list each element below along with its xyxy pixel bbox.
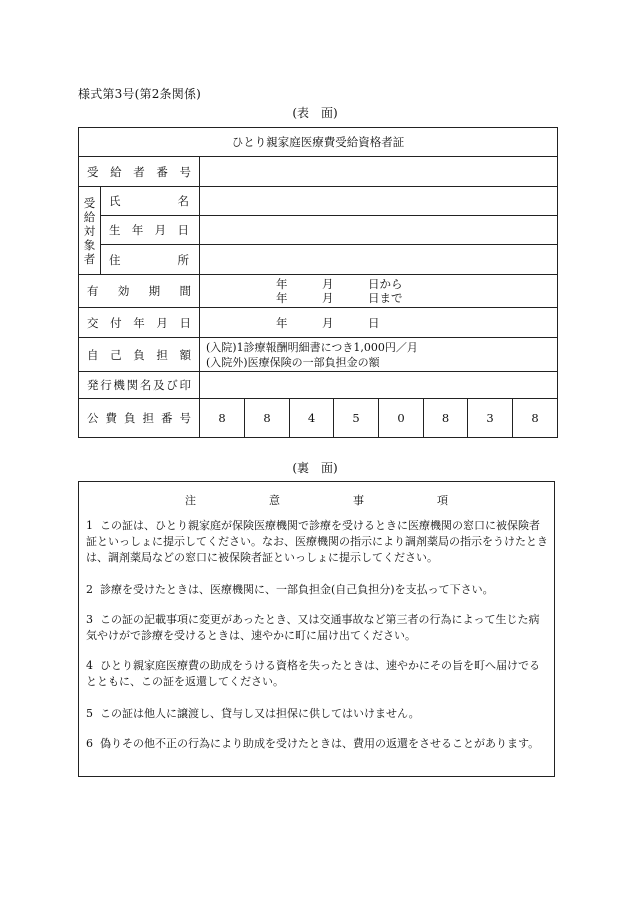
copay-label: 自己負担額: [79, 338, 200, 372]
copay-outpatient: (入院外)医療保険の一部負担金の額: [206, 355, 380, 369]
certificate-table: [78, 127, 558, 438]
public-burden-digit: 8: [200, 399, 245, 438]
validity-field: [200, 275, 558, 308]
public-burden-digit: 5: [334, 399, 379, 438]
address-field: [200, 245, 558, 275]
certificate-title: ひとり親家庭医療費受給資格者証: [79, 128, 558, 157]
name-label: 氏名: [101, 187, 200, 216]
back-side-title: (裏 面): [292, 461, 338, 475]
form-number: 様式第3号(第2条関係): [78, 87, 202, 101]
note-item: 4 ひとり親家庭医療費の助成をうける資格を失ったときは、速やかにその旨を町へ届けでるとともに、この証を返還してください。: [86, 659, 540, 688]
name-field: [200, 187, 558, 216]
public-burden-digit: 3: [468, 399, 513, 438]
note-item: 6 偽りその他不正の行為により助成を受けたときは、費用の返還をさせることがあります。: [86, 737, 540, 750]
note-item: 5 この証は他人に譲渡し、貸与し又は担保に供してはいけません。: [86, 707, 420, 720]
public-burden-digit: 4: [290, 399, 334, 438]
front-side-title: (表 面): [292, 106, 338, 120]
public-burden-digit: 8: [424, 399, 468, 438]
public-burden-digit: 0: [379, 399, 424, 438]
issue-date-label: 交付年月日: [79, 308, 200, 338]
notes-heading: 注 意 事 項: [185, 494, 448, 507]
validity-label: 有効期間: [79, 275, 200, 308]
note-item: 3 この証の記載事項に変更があったとき、又は交通事故など第三者の行為によって生じた病気やけがで診療を受けるときは、速やかに町に届け出てください。: [86, 613, 540, 642]
public-burden-digit: 8: [513, 399, 558, 438]
notes-box: [78, 481, 555, 777]
public-burden-label: 公費負担番号: [79, 399, 200, 438]
recipient-group-label: 受 給 対 象 者: [79, 187, 101, 275]
recipient-number-field: [200, 157, 558, 187]
address-label: 住所: [101, 245, 200, 275]
note-item: 1 この証は、ひとり親家庭が保険医療機関で診療を受けるときに医療機関の窓口に被保険者証といっしょに提示してください。なお、医療機関の指示により調剤薬局の指示をうけたときは、調剤薬局などの窓口に被保険者証といっしょに提示してください。: [86, 519, 548, 564]
birthdate-label: 生年月日: [101, 216, 200, 245]
copay-field: [200, 338, 558, 372]
copay-inpatient: (入院)1診療報酬明細書につき1,000円／月: [206, 340, 418, 354]
issuer-field: [200, 372, 558, 399]
note-item: 2 診療を受けたときは、医療機関に、一部負担金(自己負担分)を支払って下さい。: [86, 583, 494, 596]
issuer-label: 発行機関名及び印: [79, 372, 200, 399]
birthdate-field: [200, 216, 558, 245]
validity-to: 年 月 日まで: [276, 291, 403, 305]
recipient-number-label: 受給者番号: [79, 157, 200, 187]
public-burden-digit: 8: [245, 399, 290, 438]
validity-from: 年 月 日から: [276, 277, 403, 291]
issue-date-field: 年 月 日: [200, 308, 558, 338]
